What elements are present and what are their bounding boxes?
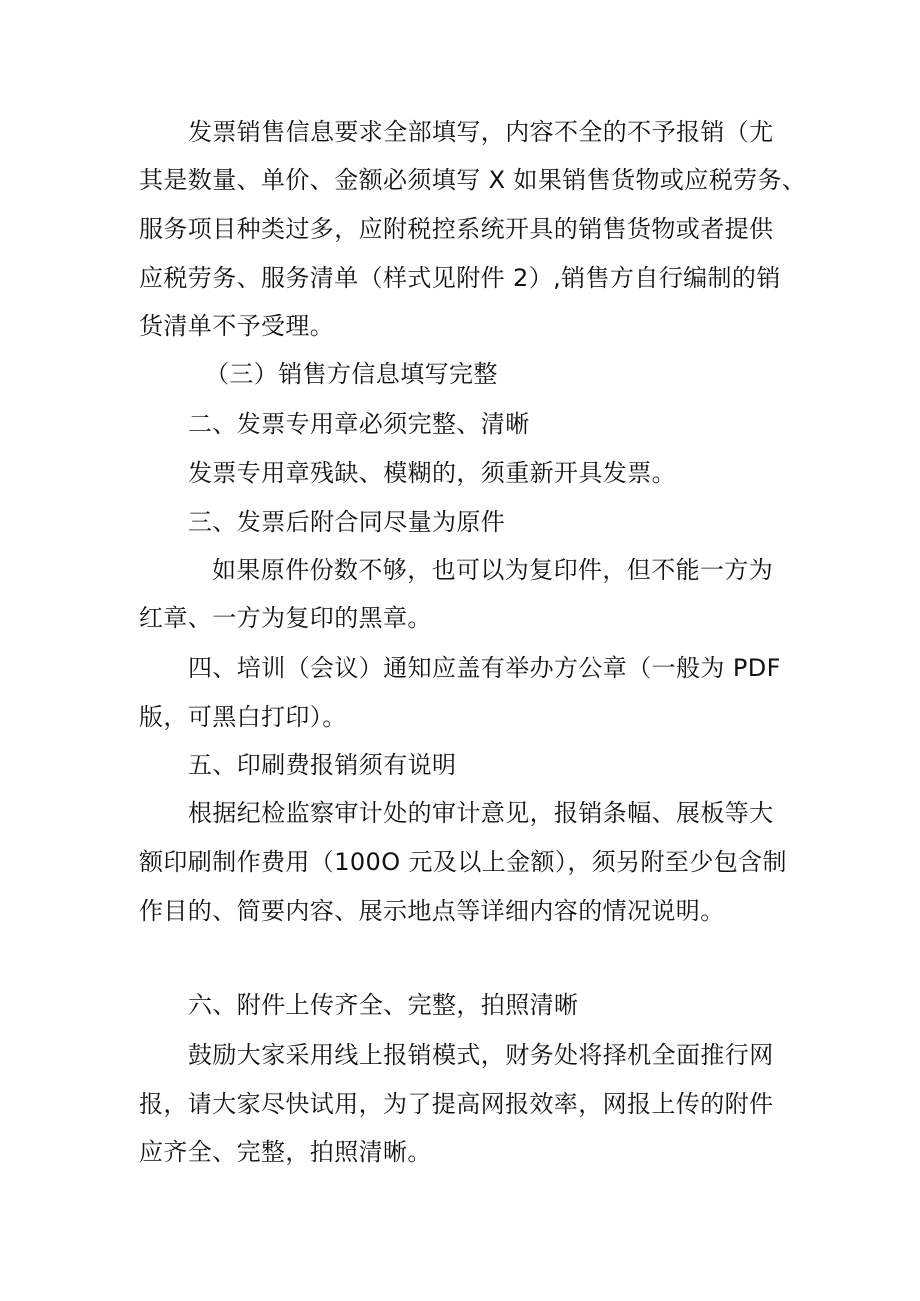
paragraph-seal-requirement: 发票专用章残缺、模糊的，须重新开具发票。 xyxy=(188,459,676,487)
paragraph-printing-line-1: 根据纪检监察审计处的审计意见，报销条幅、展板等大 xyxy=(188,799,774,827)
section-heading-4-line-2: 版，可黑白打印）。 xyxy=(139,703,347,731)
section-heading-5: 五、印刷费报销须有说明 xyxy=(188,751,457,779)
paragraph-invoice-info-line-4: 应税劳务、服务清单（样式见附件 2）,销售方自行编制的销 xyxy=(139,264,781,292)
paragraph-invoice-info-line-1: 发票销售信息要求全部填写，内容不全的不予报销（尤 xyxy=(188,118,774,146)
paragraph-copy-line-2: 红章、一方为复印的黑章。 xyxy=(139,604,432,632)
section-heading-3: （三）销售方信息填写完整 xyxy=(205,360,498,388)
paragraph-online-line-1: 鼓励大家采用线上报销模式，财务处将择机全面推行网 xyxy=(188,1041,774,1069)
section-heading-4-line-1: 四、培训（会议）通知应盖有举办方公章（一般为 PDF xyxy=(188,654,781,682)
paragraph-invoice-info-line-3: 服务项目种类过多，应附税控系统开具的销售货物或者提供 xyxy=(139,215,774,243)
section-heading-6: 六、附件上传齐全、完整，拍照清晰 xyxy=(188,991,579,1019)
section-heading-contract: 三、发票后附合同尽量为原件 xyxy=(188,508,506,536)
paragraph-copy-line-1: 如果原件份数不够，也可以为复印件，但不能一方为 xyxy=(212,556,774,584)
section-heading-2: 二、发票专用章必须完整、清晰 xyxy=(188,410,530,438)
paragraph-printing-line-2: 额印刷制作费用（100O 元及以上金额），须另附至少包含制 xyxy=(139,848,787,876)
paragraph-invoice-info-line-5: 货清单不予受理。 xyxy=(139,312,335,340)
paragraph-online-line-3: 应齐全、完整，拍照清晰。 xyxy=(139,1138,432,1166)
paragraph-printing-line-3: 作目的、简要内容、展示地点等详细内容的情况说明。 xyxy=(139,897,725,925)
paragraph-invoice-info-line-2: 其是数量、单价、金额必须填写 X 如果销售货物或应税劳务、 xyxy=(139,166,807,194)
paragraph-online-line-2: 报，请大家尽快试用，为了提高网报效率，网报上传的附件 xyxy=(139,1090,774,1118)
